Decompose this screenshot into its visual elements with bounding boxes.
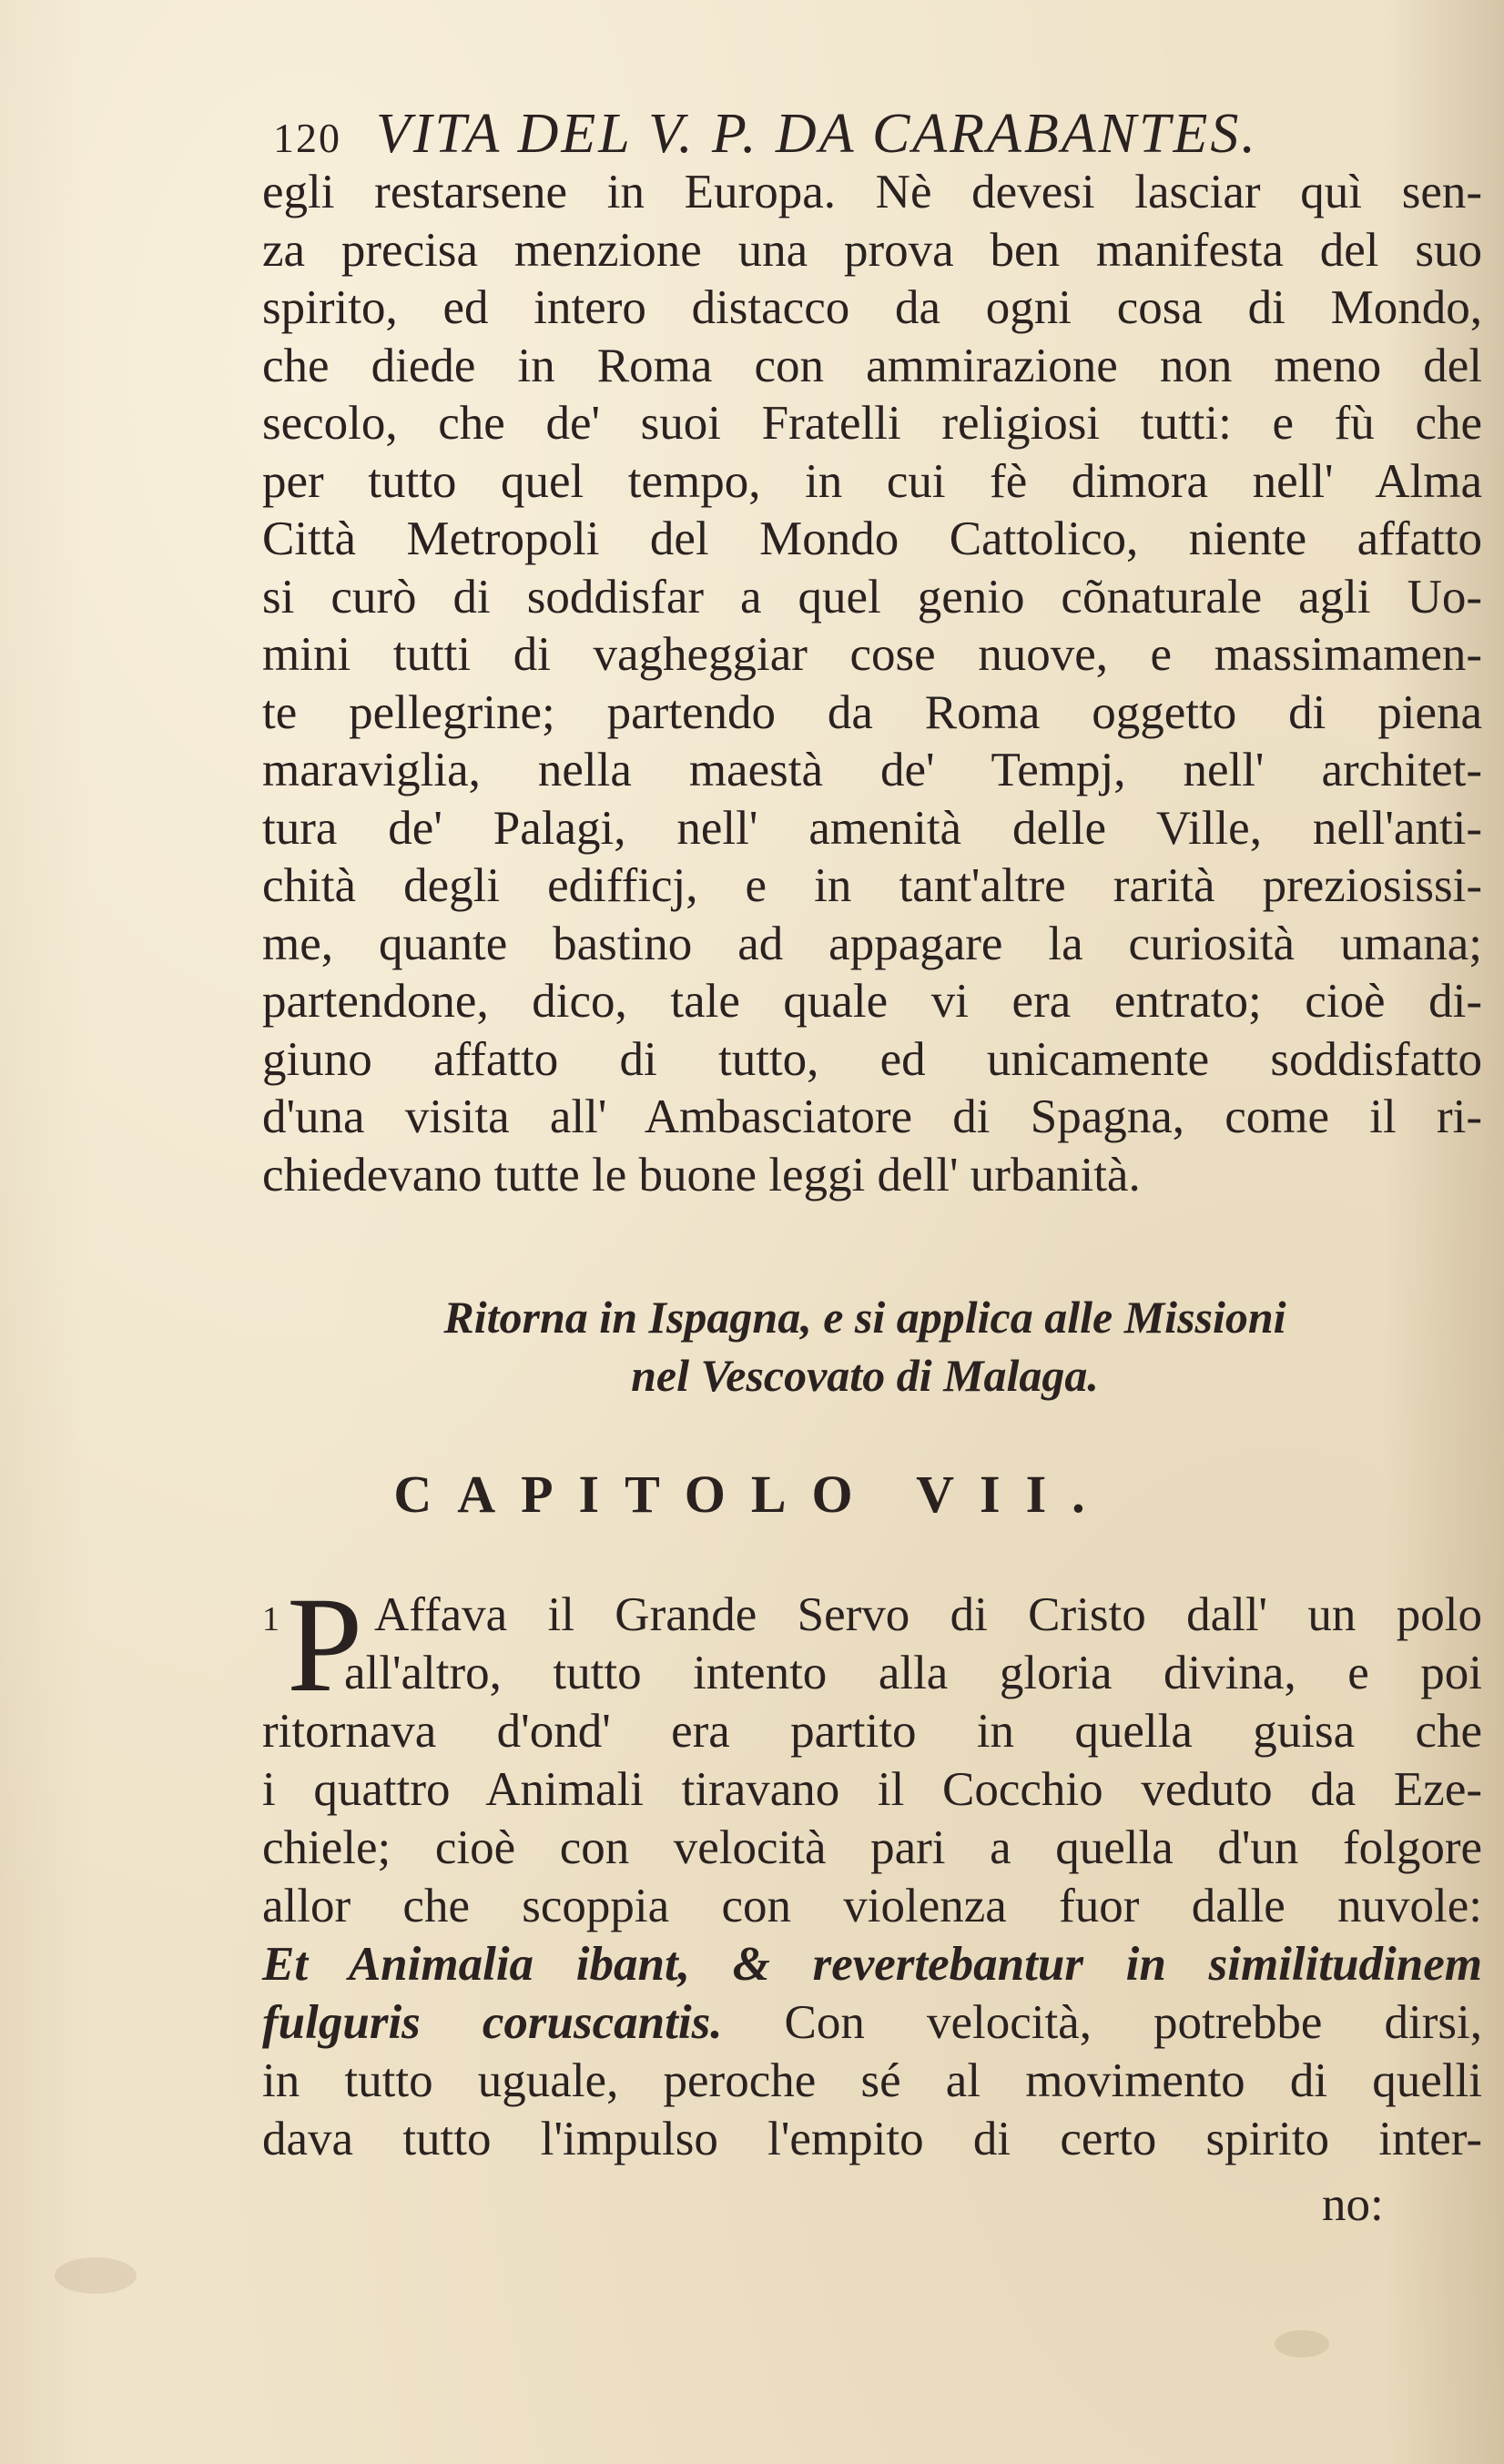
text-span: Con velocità, potrebbe dirsi,	[784, 1996, 1482, 2049]
text-line: dava tutto l'impulso l'empito di certo spirito inter-	[262, 2113, 1482, 2165]
paper-stain	[1275, 2330, 1329, 2358]
text-line: i quattro Animali tiravano il Cocchio veduto da Eze-	[262, 1763, 1482, 1816]
catchword: no:	[1322, 2178, 1384, 2231]
text-line: partendone, dico, tale quale vi era entrato; cioè di-	[262, 975, 1482, 1028]
paper-stain	[55, 2257, 137, 2294]
text-line: per tutto quel tempo, in cui fè dimora nell' Alma	[262, 454, 1482, 508]
text-line: giuno affatto di tutto, ed unicamente soddisfatto	[262, 1032, 1482, 1086]
text-line: d'una visita all' Ambasciatore di Spagna, come il ri-	[262, 1090, 1482, 1143]
text-line: chità degli edifficj, e in tant'altre rarità preziosissi-	[262, 859, 1482, 912]
page-number: 120	[273, 115, 341, 161]
summary-line: Ritorna in Ispagna, e si applica alle Missioni	[443, 1292, 1286, 1343]
text-line: Città Metropoli del Mondo Cattolico, niente affatto	[262, 512, 1482, 565]
text-span: Affava il Grande Servo di Cristo dall' un polo	[374, 1588, 1482, 1641]
text-line: in tutto uguale, peroche sé al movimento di quelli	[262, 2054, 1482, 2107]
text-line: che diede in Roma con ammirazione non meno del	[262, 339, 1482, 392]
text-line: chiedevano tutte le buone leggi dell' urbanità.	[262, 1148, 1141, 1202]
text-line: egli restarsene in Europa. Nè devesi lasciar quì sen-	[262, 166, 1482, 218]
text-line: chiele; cioè con velocità pari a quella d'un folgore	[262, 1821, 1482, 1874]
text-line	[262, 1586, 1482, 1644]
body-paragraph	[262, 164, 1482, 1204]
chapter-paragraph	[262, 1569, 1482, 2168]
text-line: maraviglia, nella maestà de' Tempj, nell' architet-	[262, 744, 1482, 796]
text-line: allor che scoppia con violenza fuor dalle nuvole:	[262, 1880, 1482, 1932]
text-line: si curò di soddisfar a quel genio cõnaturale agli Uo-	[262, 570, 1482, 624]
text-line: spirito, ed intero distacco da ogni cosa di Mondo,	[262, 281, 1482, 334]
chapter-summary	[328, 1288, 1402, 1404]
text-line	[262, 1993, 1482, 2052]
paragraph-number: 1	[262, 1600, 279, 1638]
text-line: te pellegrine; partendo da Roma oggetto di piena	[262, 685, 1482, 739]
text-line: secolo, che de' suoi Fratelli religiosi tutti: e fù che	[262, 397, 1482, 450]
latin-quote-span: fulguris coruscantis.	[262, 1996, 723, 2049]
latin-quote-line: Et Animalia ibant, & revertebantur in similitudinem	[262, 1938, 1482, 1991]
drop-cap: P	[287, 1569, 363, 1720]
text-line: za precisa menzione una prova ben manifesta del suo	[262, 223, 1482, 277]
text-line: ritornava d'ond' era partito in quella guisa che	[262, 1705, 1482, 1758]
text-line: all'altro, tutto intento alla gloria divina, e poi	[344, 1647, 1482, 1699]
running-title: VITA DEL V. P. DA CARABANTES.	[376, 103, 1258, 165]
summary-line: nel Vescovato di Malaga.	[631, 1350, 1099, 1401]
chapter-heading: CAPITOLO VII.	[393, 1465, 1111, 1524]
text-line: tura de' Palagi, nell' amenità delle Ville, nell'anti-	[262, 801, 1482, 855]
text-line: me, quante bastino ad appagare la curiosità umana;	[262, 917, 1482, 970]
text-line: mini tutti di vagheggiar cose nuove, e massimamen-	[262, 628, 1482, 681]
